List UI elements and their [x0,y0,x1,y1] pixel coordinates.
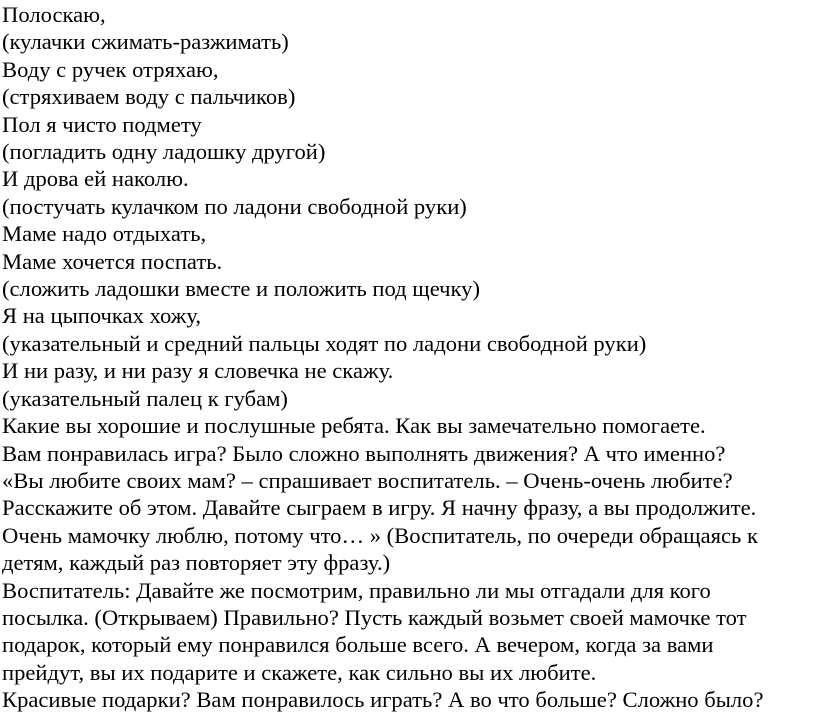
text-line: детям, каждый раз повторяет эту фразу.) [2,550,391,576]
text-line: Воспитатель: Давайте же посмотрим, правильно ли мы отгадали для кого [2,577,711,603]
text-line: Я на цыпочках хожу, [2,303,201,329]
text-line: Полоскаю, [2,2,106,27]
text-line: Красивые подарки? Вам понравилось играть? А во что больше? Сложно было? [2,687,764,713]
text-line: Очень мамочку люблю, потому что… » (Воспитатель, по очереди обращаясь к [2,522,758,548]
text-line: Вам понравилась игра? Было сложно выполнять движения? А что именно? [2,440,726,466]
text-line: (кулачки сжимать-разжимать) [2,29,289,55]
document-body [2,1,814,714]
text-line: (стряхиваем воду с пальчиков) [2,84,296,110]
text-line: (сложить ладошки вместе и положить под щечку) [2,276,480,302]
text-line: (постучать кулачком по ладони свободной руки) [2,193,467,219]
text-line: Воду с ручек отряхаю, [2,56,219,82]
text-line: И ни разу, и ни разу я словечка не скажу. [2,358,394,384]
text-line: Какие вы хорошие и послушные ребята. Как вы замечательно помогаете. [2,413,706,439]
text-line: Маме хочется поспать. [2,248,223,274]
text-line: Расскажите об этом. Давайте сыграем в игру. Я начну фразу, а вы продолжите. [2,495,757,521]
text-line: «Вы любите своих мам? – спрашивает воспитатель. – Очень-очень любите? [2,467,733,493]
text-line: (погладить одну ладошку другой) [2,139,326,165]
text-line: И дрова ей наколю. [2,166,189,192]
text-line: подарок, который ему понравился больше всего. А вечером, когда за вами [2,632,714,658]
text-line: Пол я чисто подмету [2,111,202,137]
text-line: прейдут, вы их подарите и скажете, как сильно вы их любите. [2,659,597,685]
text-line: (указательный и средний пальцы ходят по ладони свободной руки) [2,330,647,356]
text-line: (указательный палец к губам) [2,385,288,411]
text-line: посылка. (Открываем) Правильно? Пусть каждый возьмет своей мамочке тот [2,604,747,630]
text-line: Маме надо отдыхать, [2,221,207,247]
